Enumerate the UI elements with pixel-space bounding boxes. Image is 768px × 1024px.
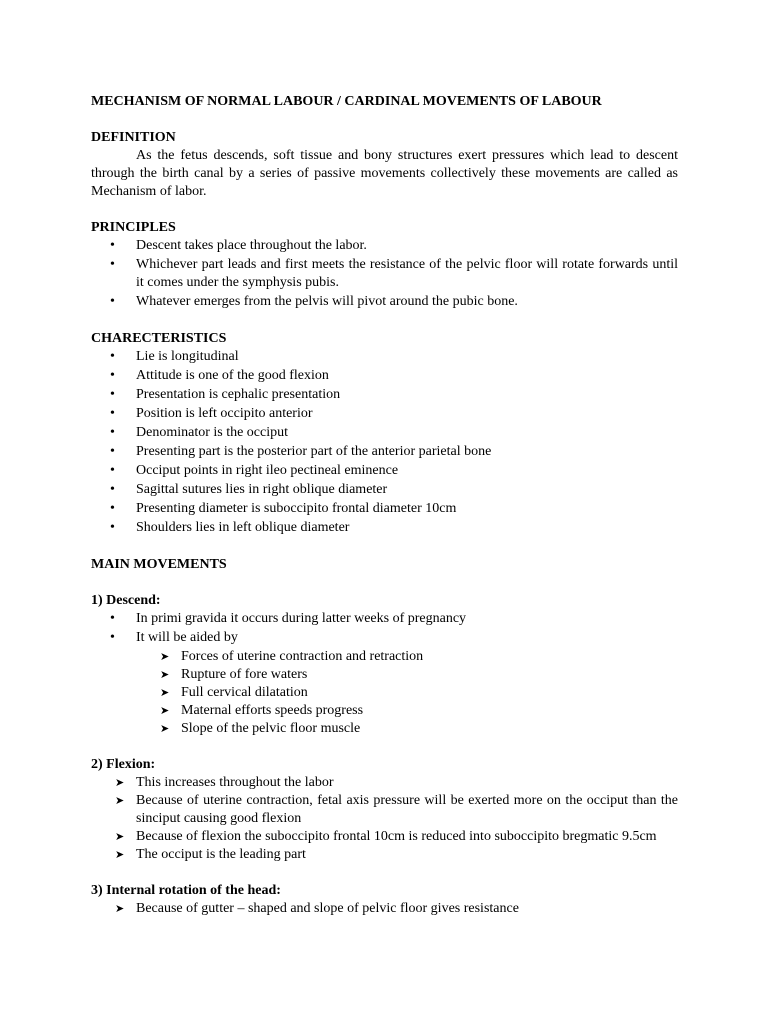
list-item: • Occiput points in right ileo pectineal eminence [136, 462, 678, 480]
definition-text: As the fetus descends, soft tissue and bony structures exert pressures which lead to descent through the birth canal by a series of passive movements collectively these movements are called as Mechanism of labor. [91, 148, 678, 199]
list-item: ➤ Forces of uterine contraction and retraction [160, 649, 424, 664]
principles-list [91, 237, 678, 311]
list-item: • Presenting diameter is suboccipito frontal diameter 10cm [136, 500, 678, 518]
internal-rotation-heading: 3) Internal rotation of the head: [91, 883, 281, 898]
list-item: • It will be aided by [136, 629, 678, 647]
list-item: ➤ Because of flexion the suboccipito frontal 10cm is reduced into suboccipito bregmatic 9.5cm [115, 829, 657, 844]
list-item: ➤ Rupture of fore waters [160, 667, 308, 682]
list-item: ➤ Full cervical dilatation [160, 685, 308, 700]
list-item: • Attitude is one of the good flexion [136, 367, 678, 385]
arrow-bullet-icon: ➤ [115, 903, 125, 915]
list-item: • Sagittal sutures lies in right oblique diameter [136, 481, 678, 499]
list-item: • Whichever part leads and first meets the resistance of the pelvic floor will rotate forwards until it comes under the symphysis pubis. [136, 256, 678, 292]
principles-heading: PRINCIPLES [91, 220, 176, 235]
arrow-bullet-icon: ➤ [160, 723, 170, 735]
descend-sub-list [91, 648, 678, 738]
list-item: • In primi gravida it occurs during latter weeks of pregnancy [136, 610, 678, 628]
document-title: MECHANISM OF NORMAL LABOUR / CARDINAL MOVEMENTS OF LABOUR [91, 94, 602, 109]
arrow-bullet-icon: ➤ [160, 669, 170, 681]
list-item: • Lie is longitudinal [136, 348, 678, 366]
definition-heading: DEFINITION [91, 130, 176, 145]
list-item: ➤ Slope of the pelvic floor muscle [160, 721, 361, 736]
list-item: ➤ This increases throughout the labor [115, 775, 334, 790]
characteristics-list [91, 348, 678, 537]
list-item: • Denominator is the occiput [136, 424, 678, 442]
flexion-heading: 2) Flexion: [91, 757, 156, 772]
arrow-bullet-icon: ➤ [115, 795, 125, 807]
arrow-bullet-icon: ➤ [160, 651, 170, 663]
list-item: • Shoulders lies in left oblique diameter [136, 519, 678, 537]
list-item: • Presenting part is the posterior part of the anterior parietal bone [136, 443, 678, 461]
arrow-bullet-icon: ➤ [115, 849, 125, 861]
internal-rotation-list [91, 900, 678, 918]
list-item: ➤ The occiput is the leading part [115, 847, 306, 862]
list-item: ➤ Because of gutter – shaped and slope of pelvic floor gives resistance [115, 901, 519, 916]
descend-list [91, 610, 678, 647]
characteristics-heading: CHARECTERISTICS [91, 331, 227, 346]
flexion-list [91, 774, 678, 864]
descend-heading: 1) Descend: [91, 593, 161, 608]
arrow-bullet-icon: ➤ [160, 687, 170, 699]
list-item: ➤ Maternal efforts speeds progress [160, 703, 364, 718]
list-item: • Descent takes place throughout the labor. [136, 237, 678, 255]
list-item: • Whatever emerges from the pelvis will pivot around the pubic bone. [136, 293, 678, 311]
arrow-bullet-icon: ➤ [115, 831, 125, 843]
main-movements-heading: MAIN MOVEMENTS [91, 557, 227, 572]
list-item: ➤ Because of uterine contraction, fetal axis pressure will be exerted more on the occiput than the sinciput causing good flexion [115, 793, 678, 826]
list-item: • Position is left occipito anterior [136, 405, 678, 423]
arrow-bullet-icon: ➤ [160, 705, 170, 717]
list-item: • Presentation is cephalic presentation [136, 386, 678, 404]
arrow-bullet-icon: ➤ [115, 777, 125, 789]
